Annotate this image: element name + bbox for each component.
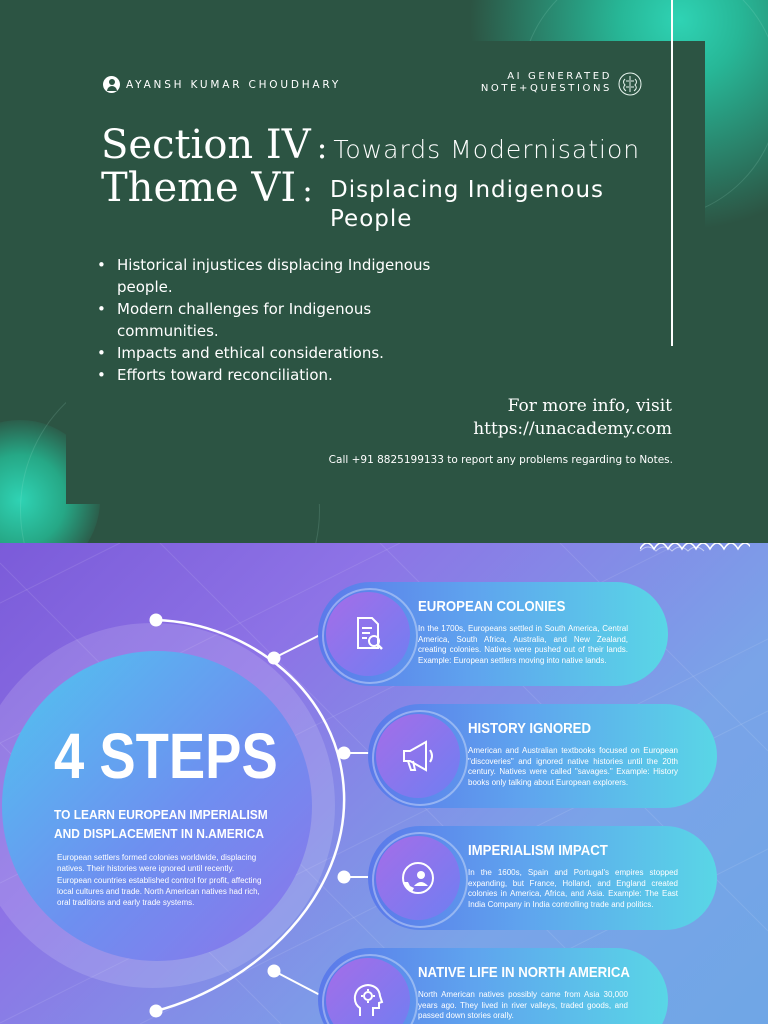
step-title: IMPERIALISM IMPACT — [468, 842, 608, 859]
colon-separator: : — [316, 128, 328, 166]
step-card — [318, 948, 668, 1024]
step-title: HISTORY IGNORED — [468, 720, 591, 737]
user-icon — [103, 76, 120, 93]
step-text: In the 1600s, Spain and Portugal's empires stopped expanding, but France, Holland, and England created colonies in America, Africa, and Asia. Example: The East India Company in India controlling trade and politics. — [468, 868, 678, 909]
step-card — [318, 582, 668, 686]
more-info-text: For more info, visit — [507, 396, 672, 416]
ai-tag-line-2: NOTE+QUESTIONS — [480, 83, 612, 94]
megaphone-icon — [376, 714, 460, 798]
infographic — [0, 543, 768, 1024]
step-title: NATIVE LIFE IN NORTH AMERICA — [418, 964, 630, 981]
list-item: • Historical injustices displacing Indigenous people. — [97, 254, 477, 298]
step-text: In the 1700s, Europeans settled in South America, Central America, South Africa, Australia, and New Zealand, creating colonies. Natives were pushed out of their lands. Example: European settlers moving into native lands. — [418, 624, 628, 665]
list-item: • Efforts toward reconciliation. — [97, 364, 477, 386]
author-tag — [103, 76, 341, 93]
step-title: EUROPEAN COLONIES — [418, 598, 566, 615]
section-label: Section IV — [101, 122, 311, 168]
more-info-link[interactable]: https://unacademy.com — [473, 419, 672, 439]
support-agent-icon — [376, 836, 460, 920]
colon-separator: : — [302, 171, 313, 209]
document-search-icon — [326, 592, 410, 676]
gear-head-icon — [326, 958, 410, 1024]
author-name: AYANSH KUMAR CHOUDHARY — [126, 78, 342, 91]
theme-heading — [101, 165, 319, 211]
ai-tag-line-1: AI GENERATED — [507, 71, 612, 82]
infographic-description: European settlers formed colonies worldwide, displacing natives. Their histories were ignored until recently. European countries established control for profit, affecting local cultures and trade. North American natives had rich, oral traditions and early trade systems. — [57, 853, 262, 908]
list-item: • Impacts and ethical considerations. — [97, 342, 477, 364]
accent-line — [671, 0, 673, 346]
call-note: Call +91 8825199133 to report any problems regarding to Notes. — [328, 454, 673, 466]
theme-label: Theme VI — [101, 165, 297, 211]
step-text: North American natives possibly came from Asia 30,000 years ago. They lived in river valleys, traded goods, and passed down stories orally. — [418, 990, 628, 1020]
more-info — [440, 395, 672, 441]
infographic-subtitle: TO LEARN EUROPEAN IMPERIALISM AND DISPLACEMENT IN N.AMERICA — [54, 807, 268, 841]
topic-list — [97, 254, 477, 386]
ai-generated-tag — [460, 71, 612, 95]
section-heading — [101, 122, 640, 168]
step-card — [368, 826, 717, 930]
infographic-title: 4 STEPS — [54, 720, 278, 792]
brain-icon — [618, 72, 642, 96]
theme-subtitle: Displacing Indigenous People — [330, 177, 604, 232]
list-item: • Modern challenges for Indigenous communities. — [97, 298, 477, 342]
step-card — [368, 704, 717, 808]
section-subtitle: Towards Modernisation — [333, 135, 641, 164]
step-text: American and Australian textbooks focused on European "discoveries" and ignored native histories until the 20th century. Natives were called "savages." Example: History books only talking about European explorers. — [468, 746, 678, 787]
